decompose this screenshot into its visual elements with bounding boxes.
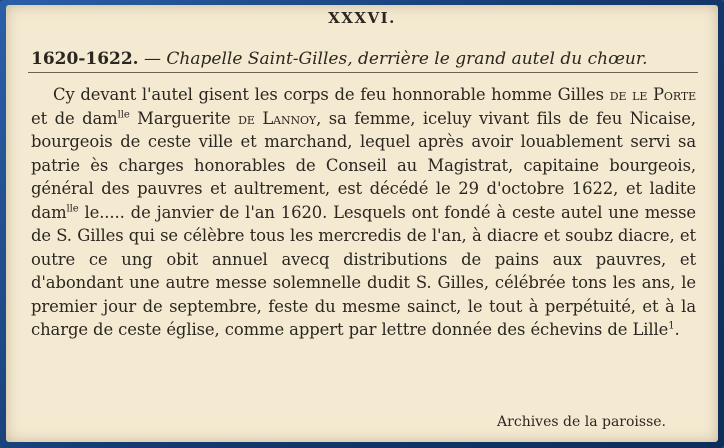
source-citation: Archives de la paroisse. <box>497 414 666 430</box>
text-part-2: et de dam <box>31 108 118 128</box>
footnote-mark: 1 <box>668 320 675 332</box>
superscript-lle-2: lle <box>66 203 79 215</box>
entry-heading <box>31 49 696 69</box>
heading-dash: — <box>138 49 167 69</box>
text-part-1: Cy devant l'autel gisent les corps de feu honnorable homme Gilles <box>53 85 610 104</box>
text-part-3: Marguerite <box>129 108 239 128</box>
heading-rule <box>28 72 698 73</box>
inscription-text <box>31 83 696 342</box>
text-part-4: , sa femme, iceluy vivant fils de feu Nicaise, bourgeois de ceste ville et marchand, lequel après avoir louablement servi sa patrie ès charges honorables de Conseil au Magistrat, capitaine bourgeois, général des pauvres et aultrement, est décédé le 29 d'octobre 1622, et ladite dam <box>31 108 696 222</box>
document-page <box>6 5 718 442</box>
text-part-6: . <box>674 320 680 339</box>
heading-dates: 1620-1622. <box>31 49 139 69</box>
text-part-5: le..... de janvier de l'an 1620. Lesquels ont fondé à ceste autel une messe de S. Gilles qui se célèbre tous les mercredis de l'an, à diacre et soubz diacre, et outre ce ung obit annuel avecq distributions de pains aux pauvres, et d'abondant une autre messe solemnelle dudit S. Gilles, célébrée tons les ans, le premier jour de septembre, feste du mesme sainct, le tout à perpétuité, et à la charge de ceste église, comme appert par lettre donnée des échevins de Lille <box>31 202 696 339</box>
name-de-lannoy: de Lannoy <box>238 108 317 128</box>
heading-title: Chapelle Saint-Gilles, derrière le grand autel du chœur. <box>166 49 648 69</box>
superscript-lle-1: lle <box>117 109 130 121</box>
name-de-le-porte: de le Porte <box>609 85 696 104</box>
section-number: XXXVI. <box>328 9 396 27</box>
